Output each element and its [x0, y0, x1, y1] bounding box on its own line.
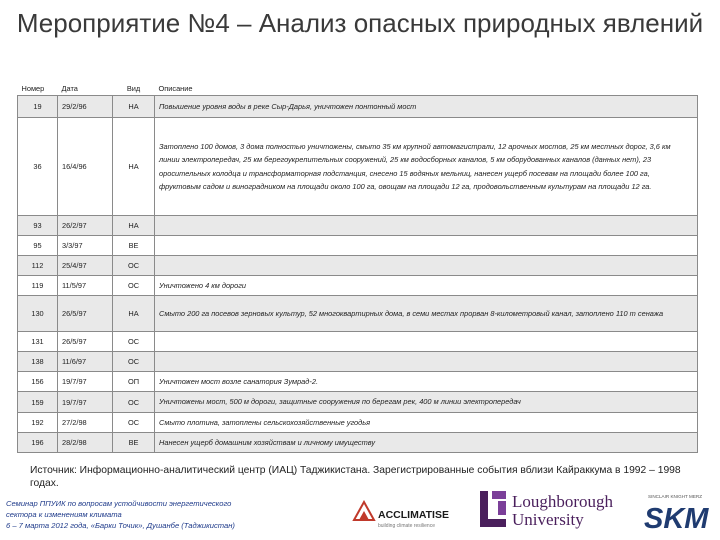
footer-line: 6 – 7 марта 2012 года, «Барки Точик», Душанбе (Таджикистан) — [6, 521, 235, 530]
table-row — [18, 372, 698, 392]
cell-date: 19/7/97 — [58, 372, 113, 392]
mountain-fill — [359, 511, 369, 520]
table-row — [18, 118, 698, 216]
events-table — [17, 82, 698, 453]
cell-description: Нанесен ущерб домашним хозяйствам и личному имуществу — [155, 432, 698, 452]
cell-description: Уничтожен мост возле санатория Зумрад-2. — [155, 372, 698, 392]
skm-tagline: SINCLAIR KNIGHT MERZ — [648, 494, 703, 499]
table-row — [18, 392, 698, 412]
loughborough-logo — [478, 487, 628, 538]
cell-date: 28/2/98 — [58, 432, 113, 452]
cell-date: 3/3/97 — [58, 236, 113, 256]
acclimatise-mark — [350, 500, 460, 534]
loughborough-mark — [478, 487, 628, 533]
cell-description: Смыто 200 га посевов зерновых культур, 52 многоквартирных дома, в семи местах прорван 8-километровый канал, затоплено 110 т сенажа — [155, 296, 698, 332]
cell-kind: ОС — [113, 256, 155, 276]
acclimatise-logo — [350, 500, 460, 539]
cell-number: 138 — [18, 352, 58, 372]
table-row — [18, 432, 698, 452]
table-row — [18, 296, 698, 332]
cell-kind: НА — [113, 118, 155, 216]
cell-kind: ОП — [113, 372, 155, 392]
cell-date: 16/4/96 — [58, 118, 113, 216]
header-kind: Вид — [113, 82, 155, 96]
cell-date: 11/6/97 — [58, 352, 113, 372]
skm-wordmark: SKM — [644, 503, 709, 534]
cell-number: 112 — [18, 256, 58, 276]
footer-line: сектора к изменениям климата — [6, 510, 122, 519]
cell-date: 26/5/97 — [58, 332, 113, 352]
table-row — [18, 276, 698, 296]
cell-date: 27/2/98 — [58, 412, 113, 432]
table-row — [18, 216, 698, 236]
source-note: Источник: Информационно-аналитический центр (ИАЦ) Таджикистана. Зарегистрированные события вблизи Кайраккума в 1992 – 1998 годах. — [30, 465, 681, 489]
cell-description: Повышение уровня воды в реке Сыр-Дарья, уничтожен понтонный мост — [155, 96, 698, 118]
cell-number: 93 — [18, 216, 58, 236]
cell-kind: ОС — [113, 352, 155, 372]
cell-kind: ОС — [113, 392, 155, 412]
footer-caption — [6, 498, 336, 531]
cell-kind: ОС — [113, 276, 155, 296]
cell-description: Смыто плотина, затоплены сельскохозяйственные угодья — [155, 412, 698, 432]
table-row — [18, 332, 698, 352]
page-title: Мероприятие №4 – Анализ опасных природных явлений — [16, 8, 704, 38]
cell-description: Уничтожены мост, 500 м дороги, защитные сооружения по берегам рек, 400 м линии электропередач — [155, 392, 698, 412]
cell-description: Уничтожено 4 км дороги — [155, 276, 698, 296]
header-description: Описание — [155, 82, 698, 96]
university-wordmark: University — [512, 510, 584, 529]
cell-number: 192 — [18, 412, 58, 432]
table-row — [18, 236, 698, 256]
cell-number: 156 — [18, 372, 58, 392]
cell-kind: НА — [113, 216, 155, 236]
cell-date: 26/5/97 — [58, 296, 113, 332]
cell-description — [155, 216, 698, 236]
table-row — [18, 96, 698, 118]
cell-date: 11/5/97 — [58, 276, 113, 296]
cell-description: Затоплено 100 домов, 3 дома полностью уничтожены, смыто 35 км крупной автомагистрали, 12 арочных мостов, 25 км местных дорог, 3,6 км линии электропередач, 25 км берегоукрепительных сооружений, 25 км водосборных каналов, 5 км оборудованных каналов (данных нет), 23 оросительных колодца и трансформаторная подстанция, снесено 15 водяных мельниц, нанесен ущерб посевам на площади более 100 га, фруктовым садом и виноградником на площади около 100 га, овощам на площади 12 га, продовольственным культурам на площади 12 га. — [155, 118, 698, 216]
cell-kind: ВЕ — [113, 432, 155, 452]
cell-kind: НА — [113, 296, 155, 332]
header-date: Дата — [58, 82, 113, 96]
cell-description — [155, 332, 698, 352]
cell-date: 26/2/97 — [58, 216, 113, 236]
cell-number: 36 — [18, 118, 58, 216]
header-number: Номер — [18, 82, 58, 96]
loughborough-crest-icon — [480, 491, 506, 527]
acclimatise-wordmark: ACCLIMATISE — [378, 509, 449, 521]
cell-date: 19/7/97 — [58, 392, 113, 412]
cell-description — [155, 236, 698, 256]
cell-number: 131 — [18, 332, 58, 352]
cell-description — [155, 256, 698, 276]
cell-number: 19 — [18, 96, 58, 118]
skm-mark — [642, 490, 714, 534]
table-header-row — [18, 82, 698, 96]
loughborough-wordmark: Loughborough — [512, 492, 614, 511]
cell-date: 29/2/96 — [58, 96, 113, 118]
table-row — [18, 256, 698, 276]
cell-description — [155, 352, 698, 372]
cell-number: 95 — [18, 236, 58, 256]
cell-number: 196 — [18, 432, 58, 452]
footer-line: Семинар ППУИК по вопросам устойчивости энергетического — [6, 499, 232, 508]
skm-logo — [642, 490, 714, 539]
cell-kind: ОС — [113, 332, 155, 352]
cell-kind: НА — [113, 96, 155, 118]
cell-number: 130 — [18, 296, 58, 332]
acclimatise-tagline: building climate resilience — [378, 523, 435, 529]
cell-number: 159 — [18, 392, 58, 412]
cell-kind: ВЕ — [113, 236, 155, 256]
table-row — [18, 412, 698, 432]
cell-number: 119 — [18, 276, 58, 296]
cell-date: 25/4/97 — [58, 256, 113, 276]
cell-kind: ОС — [113, 412, 155, 432]
table-row — [18, 352, 698, 372]
